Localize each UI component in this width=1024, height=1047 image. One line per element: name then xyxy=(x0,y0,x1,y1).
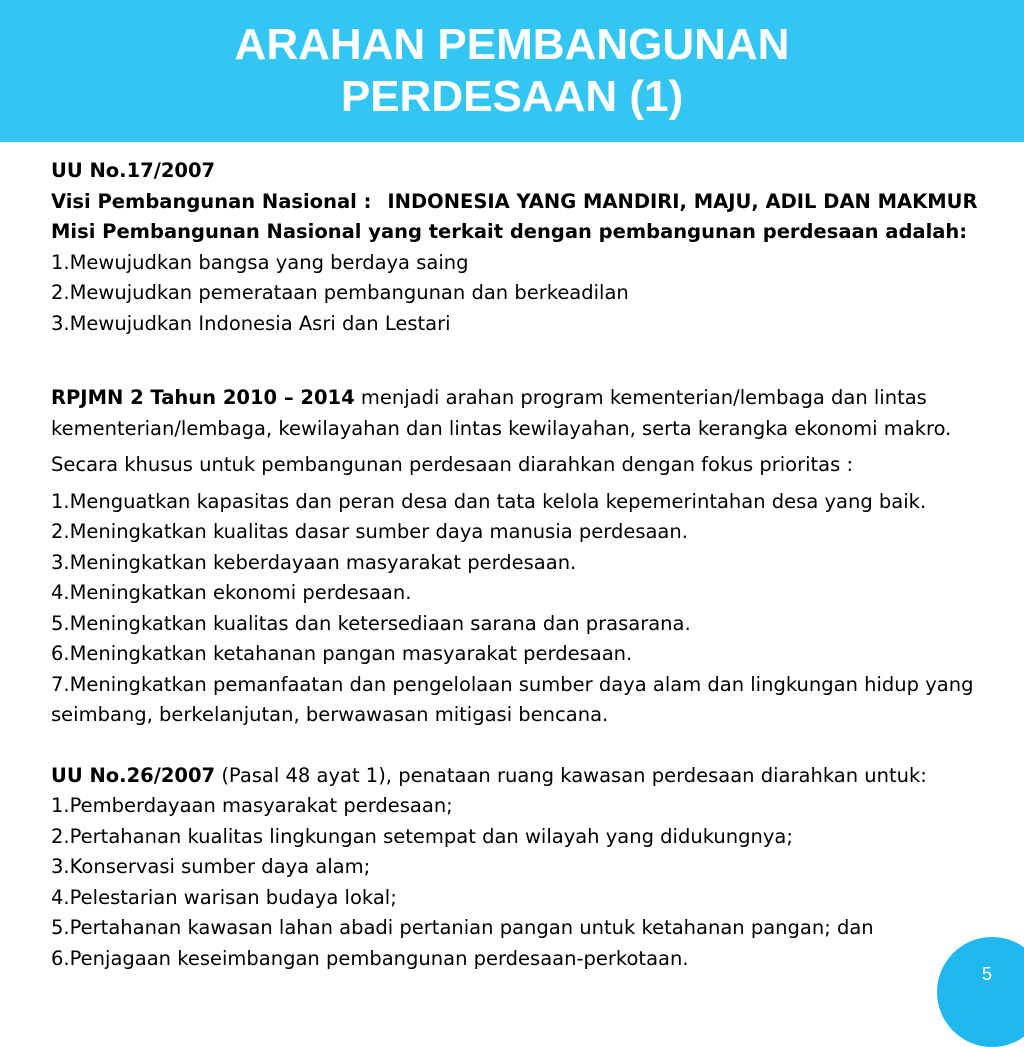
slide-title-line-1: ARAHAN PEMBANGUNAN xyxy=(234,20,790,69)
visi-label: Visi Pembangunan Nasional : xyxy=(51,189,372,213)
list-item: 2.Pertahanan kualitas lingkungan setempat dan wilayah yang didukungnya; xyxy=(51,824,793,848)
section1-law: UU No.17/2007 xyxy=(51,159,216,182)
list-item: 3.Konservasi sumber daya alam; xyxy=(51,855,371,878)
section3-law: UU No.26/2007 xyxy=(51,763,216,787)
list-item: 3.Meningkatkan keberdayaan masyarakat perdesaan. xyxy=(51,550,577,574)
slide-body xyxy=(51,156,1016,974)
list-item: 5.Meningkatkan kualitas dan ketersediaan sarana dan prasarana. xyxy=(51,611,691,635)
uu26-intro xyxy=(51,761,1016,792)
list-item: 3.Mewujudkan Indonesia Asri dan Lestari xyxy=(51,311,451,335)
uu26-intro-text: (Pasal 48 ayat 1), penataan ruang kawasan perdesaan diarahkan untuk: xyxy=(215,763,927,787)
section2-law: RPJMN 2 Tahun 2010 – 2014 xyxy=(51,386,355,409)
rpjmn-intro-text: menjadi arahan program kementerian/lembaga dan lintas xyxy=(354,386,927,409)
spacer xyxy=(51,339,1016,383)
list-item: 7.Meningkatkan pemanfaatan dan pengelolaan sumber daya alam dan lingkungan hidup yang xyxy=(51,672,974,696)
list-item: 1.Menguatkan kapasitas dan peran desa dan tata kelola kepemerintahan desa yang baik. xyxy=(51,489,927,513)
list-item: 2.Meningkatkan kualitas dasar sumber daya manusia perdesaan. xyxy=(51,520,688,543)
visi-line xyxy=(51,187,1016,218)
misi-heading: Misi Pembangunan Nasional yang terkait dengan pembangunan perdesaan adalah: xyxy=(51,220,968,243)
list-item-continuation: seimbang, berkelanjutan, berwawasan mitigasi bencana. xyxy=(51,703,609,726)
slide-title-line-2: PERDESAAN (1) xyxy=(340,72,684,121)
list-item: 6.Meningkatkan ketahanan pangan masyarakat perdesaan. xyxy=(51,642,633,665)
list-item: 4.Meningkatkan ekonomi perdesaan. xyxy=(51,581,412,604)
list-item: 2.Mewujudkan pemerataan pembangunan dan berkeadilan xyxy=(51,281,629,304)
rpjmn-intro-line-1 xyxy=(51,383,1016,414)
list-item: 4.Pelestarian warisan budaya lokal; xyxy=(51,885,397,909)
spacer xyxy=(51,731,1016,761)
title-banner xyxy=(0,0,1024,142)
list-item: 1.Mewujudkan bangsa yang berdaya saing xyxy=(51,250,469,274)
list-item: 6.Penjagaan keseimbangan pembangunan perdesaan-perkotaan. xyxy=(51,946,689,970)
list-item: 5.Pertahanan kawasan lahan abadi pertanian pangan untuk ketahanan pangan; dan xyxy=(51,916,874,939)
rpjmn-intro-line-2: kementerian/lembaga, kewilayahan dan lintas kewilayahan, serta kerangka ekonomi makro. xyxy=(51,416,952,440)
list-item: 1.Pemberdayaan masyarakat perdesaan; xyxy=(51,794,453,817)
page-number: 5 xyxy=(981,964,992,984)
visi-value: INDONESIA YANG MANDIRI, MAJU, ADIL DAN MAKMUR xyxy=(387,189,978,213)
focus-heading: Secara khusus untuk pembangunan perdesaan diarahkan dengan fokus prioritas : xyxy=(51,453,854,476)
